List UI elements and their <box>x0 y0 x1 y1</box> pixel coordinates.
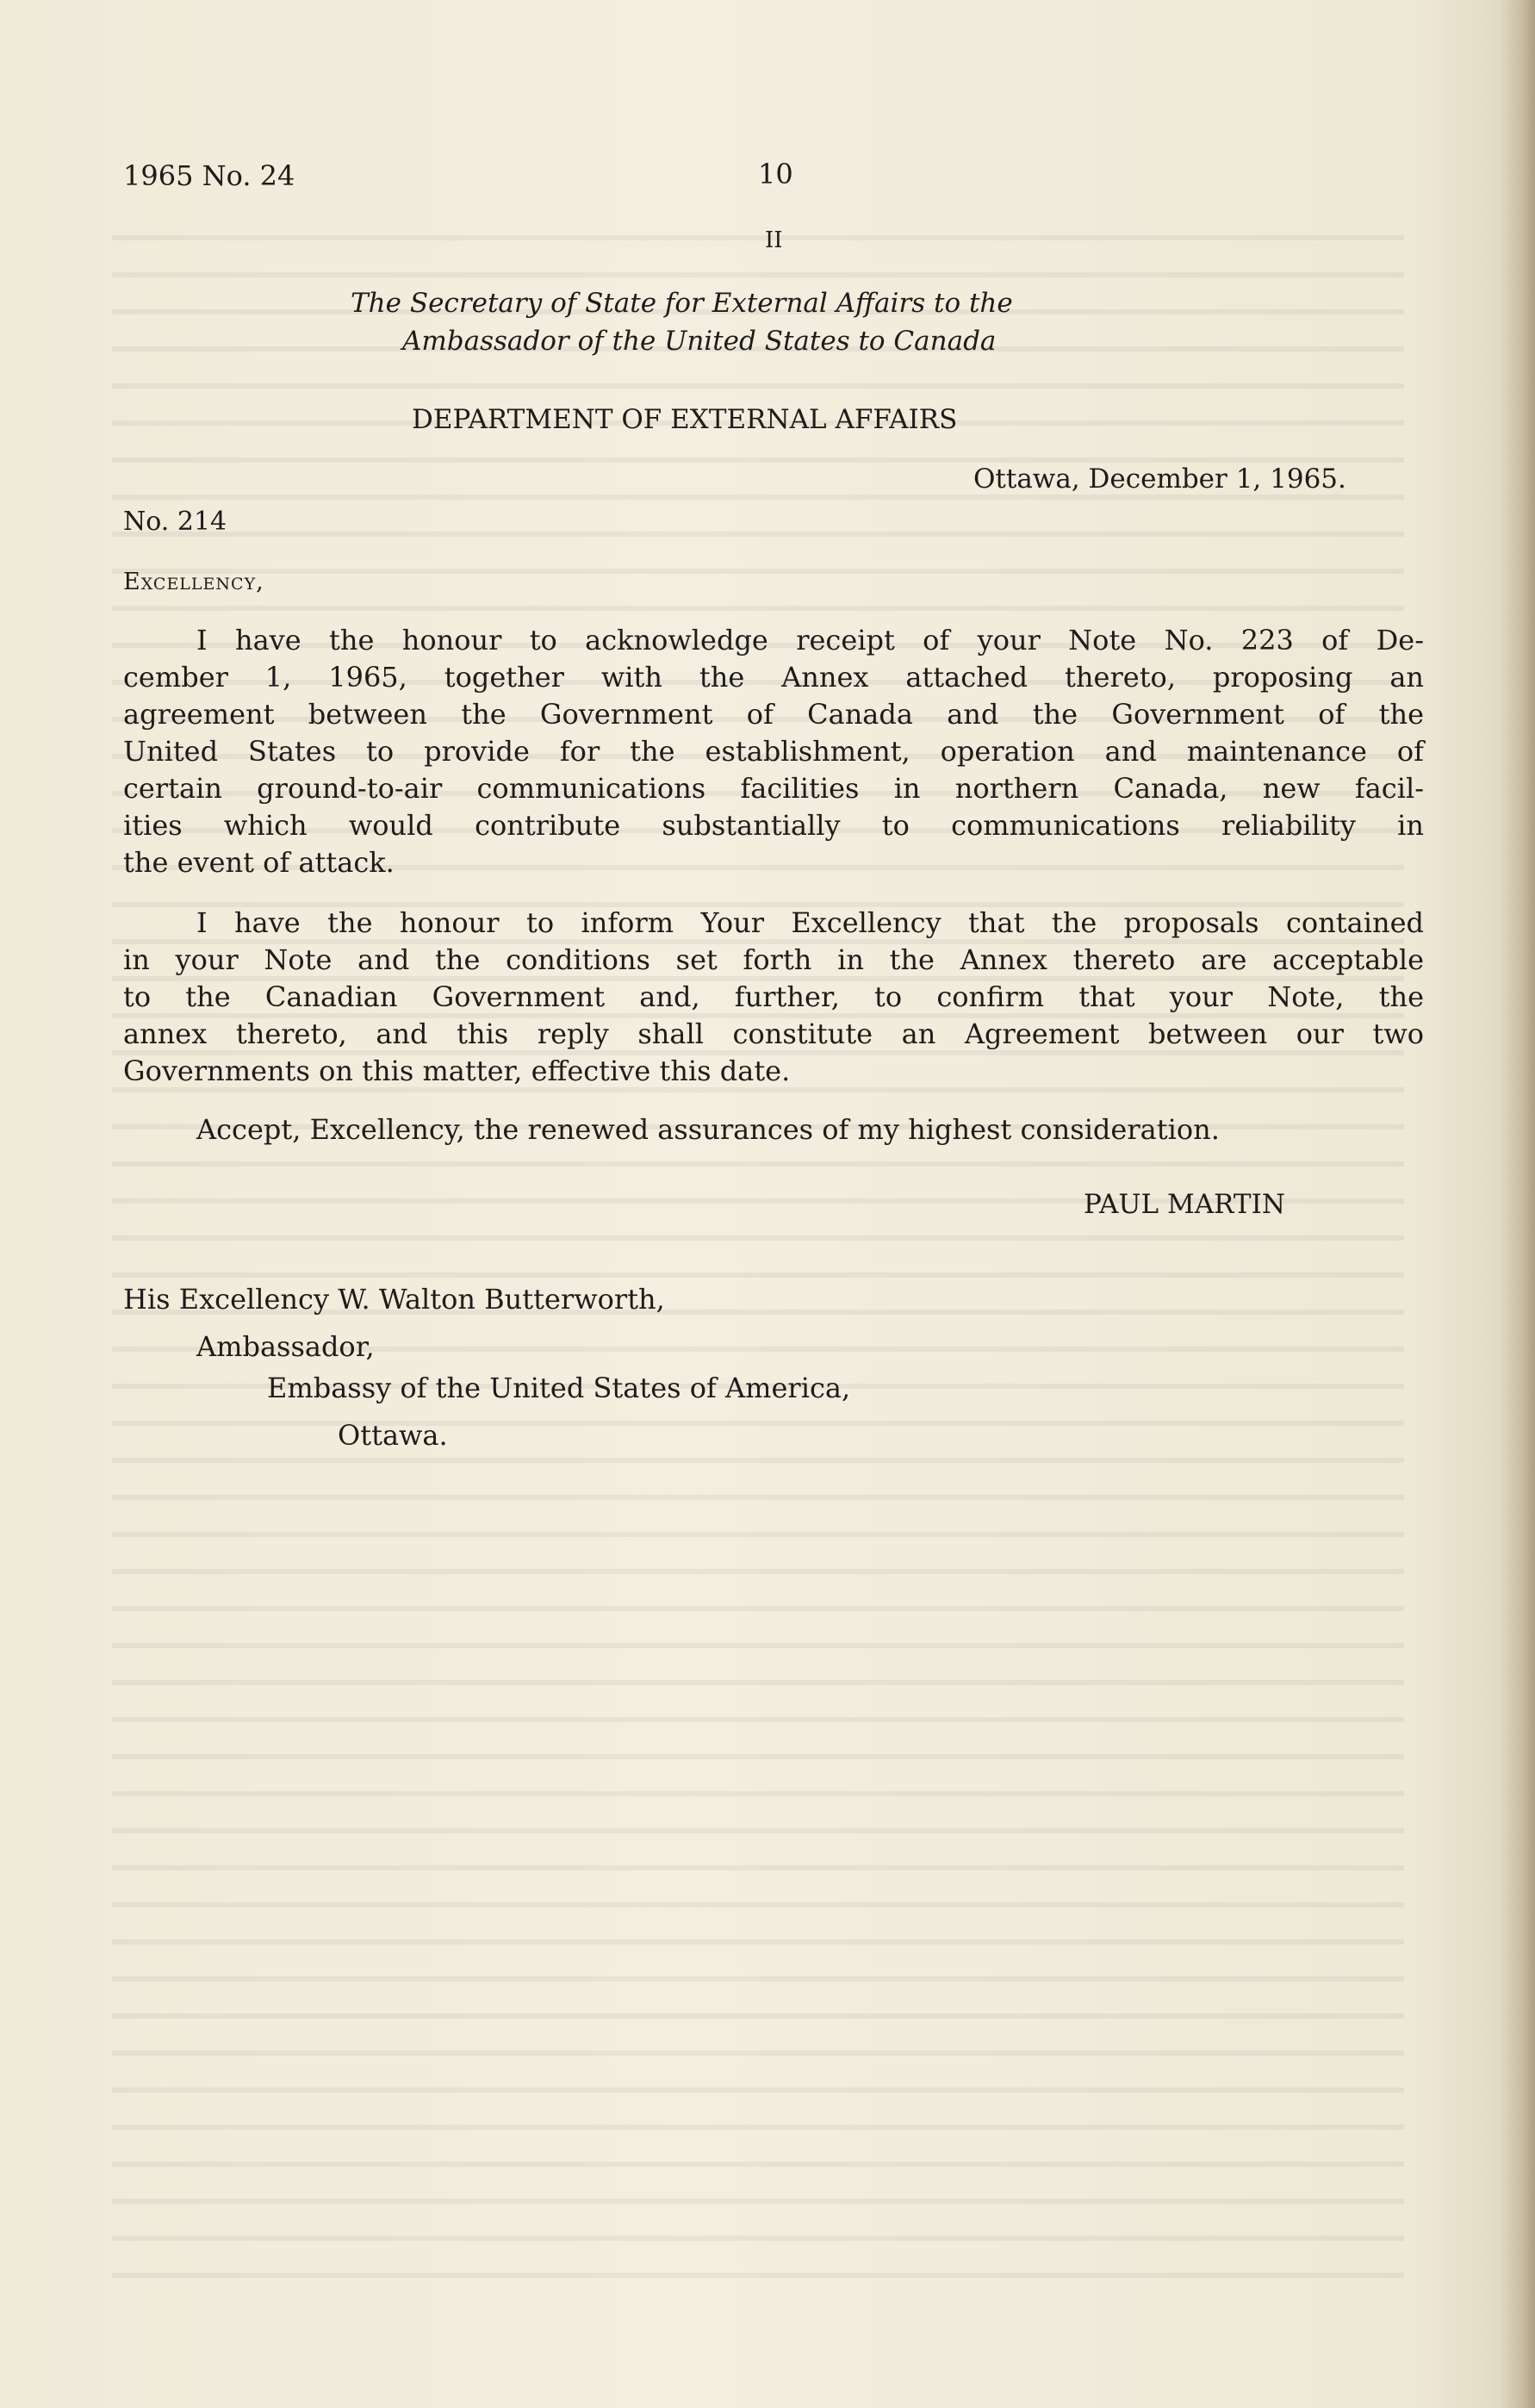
paragraph-2-line: Governments on this matter, effective this date. <box>123 1055 791 1087</box>
signature: PAUL MARTIN <box>1084 1189 1285 1220</box>
page-number: 10 <box>758 158 793 190</box>
bleed-through-text <box>112 211 1404 2279</box>
closing-line: Accept, Excellency, the renewed assurances of my highest consideration. <box>196 1113 1220 1146</box>
paragraph-1-line: I have the honour to acknowledge receipt of your Note No. 223 of De- <box>196 624 1424 656</box>
place-date: Ottawa, December 1, 1965. <box>973 464 1346 495</box>
salutation: Excellency, <box>123 569 264 595</box>
paragraph-1-line: certain ground-to-air communications facilities in northern Canada, new facil- <box>123 772 1424 805</box>
paragraph-1-line: the event of attack. <box>123 846 395 879</box>
paragraph-1-line: ities which would contribute substantially to communications reliability in <box>123 809 1424 842</box>
paragraph-2-line: to the Canadian Government and, further, to confirm that your Note, the <box>123 980 1424 1013</box>
department-title: DEPARTMENT OF EXTERNAL AFFAIRS <box>412 404 958 435</box>
addressee-line-4: Ottawa. <box>338 1419 448 1452</box>
treaty-series-number: 1965 No. 24 <box>123 159 295 192</box>
heading-line-2: Ambassador of the United States to Canada <box>402 326 997 357</box>
addressee-line-1: His Excellency W. Walton Butterworth, <box>123 1283 665 1316</box>
paragraph-1-line: United States to provide for the establishment, operation and maintenance of <box>123 735 1424 768</box>
paragraph-2-line: in your Note and the conditions set forth in the Annex thereto are acceptable <box>123 943 1424 976</box>
paragraph-2-line: annex thereto, and this reply shall constitute an Agreement between our two <box>123 1017 1424 1050</box>
page-edge-shadow <box>1501 0 1535 2408</box>
paragraph-1-line: cember 1, 1965, together with the Annex attached thereto, proposing an <box>123 661 1424 694</box>
addressee-line-3: Embassy of the United States of America, <box>267 1372 851 1404</box>
paragraph-2-line: I have the honour to inform Your Excellency that the proposals contained <box>196 906 1424 939</box>
section-numeral: II <box>765 227 783 253</box>
addressee-line-2: Ambassador, <box>196 1330 375 1363</box>
paragraph-1-line: agreement between the Government of Canada and the Government of the <box>123 698 1424 731</box>
note-number: No. 214 <box>123 507 227 537</box>
heading-line-1: The Secretary of State for External Affairs to the <box>351 288 1013 319</box>
